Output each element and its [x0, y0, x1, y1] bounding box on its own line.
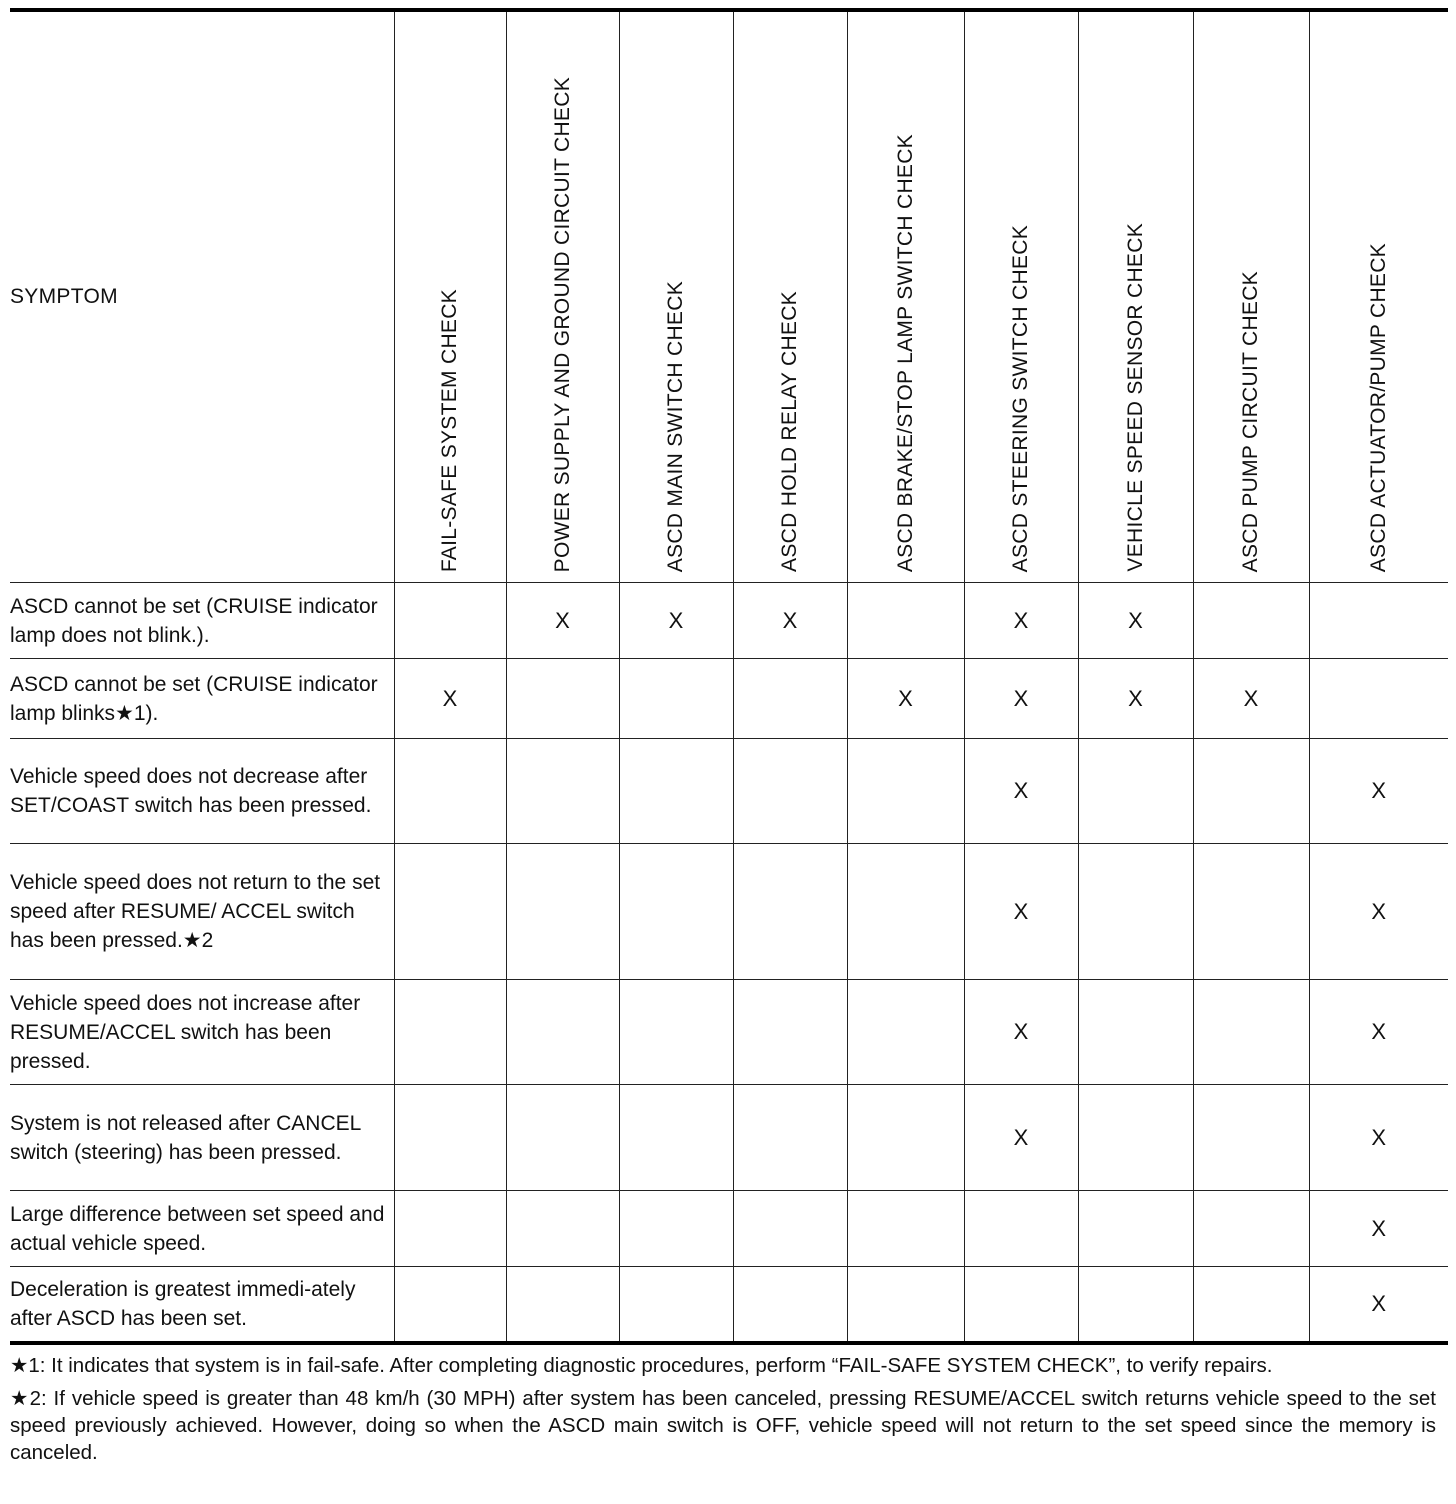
check-mark-cell — [964, 1267, 1078, 1343]
check-mark-cell — [506, 1191, 619, 1267]
column-header — [847, 10, 964, 583]
check-mark-cell: X — [1309, 844, 1448, 980]
check-mark-cell — [1193, 739, 1309, 844]
check-mark-cell: X — [1309, 1085, 1448, 1191]
footnote: ★1: It indicates that system is in fail-safe. After completing diagnostic procedures, perform “FAIL-SAFE SYSTEM CHECK”, to verify repairs. — [10, 1354, 1273, 1377]
check-mark-cell: X — [1309, 1191, 1448, 1267]
table-row — [10, 980, 1448, 1085]
check-mark-cell: X — [964, 844, 1078, 980]
symptom-cell: ASCD cannot be set (CRUISE indicator lamp blinks★1). — [10, 659, 394, 739]
column-header — [733, 10, 847, 583]
check-mark-cell — [733, 1085, 847, 1191]
column-header-label: ASCD ACTUATOR/PUMP CHECK — [1366, 242, 1390, 572]
symptom-cell: Vehicle speed does not increase after RESUME/ACCEL switch has been pressed. — [10, 980, 394, 1085]
column-header — [1078, 10, 1193, 583]
check-mark-cell — [619, 659, 733, 739]
check-mark-cell — [394, 1267, 506, 1343]
check-mark-cell — [1193, 844, 1309, 980]
check-mark-cell — [733, 1191, 847, 1267]
check-mark-cell — [847, 844, 964, 980]
check-mark-cell — [619, 1085, 733, 1191]
table-row — [10, 844, 1448, 980]
symptom-cell: Vehicle speed does not return to the set speed after RESUME/ ACCEL switch has been pressed.★2 — [10, 844, 394, 980]
column-header-label: ASCD BRAKE/STOP LAMP SWITCH CHECK — [893, 133, 917, 572]
check-mark-cell — [1193, 1191, 1309, 1267]
table-row — [10, 583, 1448, 659]
column-header — [964, 10, 1078, 583]
column-header-label: FAIL-SAFE SYSTEM CHECK — [438, 288, 461, 572]
table-row — [10, 659, 1448, 739]
column-header-label: ASCD PUMP CIRCUIT CHECK — [1239, 270, 1262, 572]
symptom-cell: Vehicle speed does not decrease after SET/COAST switch has been pressed. — [10, 739, 394, 844]
check-mark-cell — [1078, 1085, 1193, 1191]
check-mark-cell — [733, 980, 847, 1085]
check-mark-cell — [1078, 739, 1193, 844]
check-mark-cell: X — [964, 1085, 1078, 1191]
column-header — [1193, 10, 1309, 583]
check-mark-cell: X — [1193, 659, 1309, 739]
column-header-label: ASCD STEERING SWITCH CHECK — [1009, 224, 1032, 572]
check-mark-cell — [506, 1267, 619, 1343]
check-mark-cell — [847, 739, 964, 844]
check-mark-cell — [847, 980, 964, 1085]
check-mark-cell — [506, 659, 619, 739]
check-mark-cell — [394, 583, 506, 659]
check-mark-cell — [847, 1191, 964, 1267]
check-mark-cell — [506, 1085, 619, 1191]
check-mark-cell: X — [1078, 583, 1193, 659]
symptom-diagnosis-table — [10, 8, 1448, 1345]
check-mark-cell — [394, 1191, 506, 1267]
check-mark-cell — [506, 980, 619, 1085]
check-mark-cell: X — [1309, 739, 1448, 844]
check-mark-cell — [506, 739, 619, 844]
check-mark-cell — [506, 844, 619, 980]
check-mark-cell — [847, 1085, 964, 1191]
check-mark-cell: X — [1078, 659, 1193, 739]
check-mark-cell — [1078, 1267, 1193, 1343]
symptom-cell: ASCD cannot be set (CRUISE indicator lamp does not blink.). — [10, 583, 394, 659]
check-mark-cell: X — [394, 659, 506, 739]
check-mark-cell: X — [506, 583, 619, 659]
symptom-cell: Large difference between set speed and actual vehicle speed. — [10, 1191, 394, 1267]
check-mark-cell: X — [964, 739, 1078, 844]
column-header — [394, 10, 506, 583]
check-mark-cell: X — [964, 659, 1078, 739]
symptom-column-header: SYMPTOM — [10, 10, 394, 583]
check-mark-cell — [1193, 1085, 1309, 1191]
check-mark-cell: X — [619, 583, 733, 659]
check-mark-cell — [733, 659, 847, 739]
check-mark-cell: X — [1309, 980, 1448, 1085]
check-mark-cell — [394, 739, 506, 844]
check-mark-cell — [733, 739, 847, 844]
symptom-cell: System is not released after CANCEL switch (steering) has been pressed. — [10, 1085, 394, 1191]
table-header-row — [10, 10, 1448, 583]
check-mark-cell — [733, 1267, 847, 1343]
check-mark-cell — [847, 1267, 964, 1343]
table-row — [10, 1191, 1448, 1267]
column-header — [1309, 10, 1448, 583]
check-mark-cell — [1309, 659, 1448, 739]
check-mark-cell — [1309, 583, 1448, 659]
check-mark-cell — [1078, 844, 1193, 980]
column-header-label: ASCD HOLD RELAY CHECK — [778, 291, 801, 572]
table-row — [10, 1085, 1448, 1191]
check-mark-cell: X — [1309, 1267, 1448, 1343]
check-mark-cell — [394, 980, 506, 1085]
check-mark-cell — [1193, 980, 1309, 1085]
check-mark-cell: X — [964, 980, 1078, 1085]
check-mark-cell: X — [964, 583, 1078, 659]
check-mark-cell — [619, 739, 733, 844]
table-row — [10, 1267, 1448, 1343]
check-mark-cell — [619, 980, 733, 1085]
check-mark-cell — [1078, 1191, 1193, 1267]
check-mark-cell — [619, 1191, 733, 1267]
check-mark-cell — [1193, 583, 1309, 659]
check-mark-cell — [1078, 980, 1193, 1085]
column-header-label: VEHICLE SPEED SENSOR CHECK — [1123, 223, 1147, 572]
check-mark-cell — [847, 583, 964, 659]
footnote: ★2: If vehicle speed is greater than 48 km/h (30 MPH) after system has been canceled, pressing RESUME/ACCEL switch returns vehicle speed to the set speed previously achieved. However, doing so when the ASCD main switch is OFF, vehicle speed will not return to the set speed since the memory is canceled. — [10, 1387, 1436, 1464]
column-header — [506, 10, 619, 583]
table-row — [10, 739, 1448, 844]
check-mark-cell: X — [733, 583, 847, 659]
footnotes — [10, 1352, 1436, 1472]
column-header-label: ASCD MAIN SWITCH CHECK — [664, 280, 687, 572]
column-header — [619, 10, 733, 583]
check-mark-cell — [394, 844, 506, 980]
check-mark-cell — [964, 1191, 1078, 1267]
symptom-cell: Deceleration is greatest immedi-ately after ASCD has been set. — [10, 1267, 394, 1343]
check-mark-cell — [1193, 1267, 1309, 1343]
check-mark-cell — [619, 844, 733, 980]
check-mark-cell — [733, 844, 847, 980]
column-header-label: POWER SUPPLY AND GROUND CIRCUIT CHECK — [550, 76, 574, 572]
check-mark-cell — [394, 1085, 506, 1191]
check-mark-cell — [619, 1267, 733, 1343]
check-mark-cell: X — [847, 659, 964, 739]
